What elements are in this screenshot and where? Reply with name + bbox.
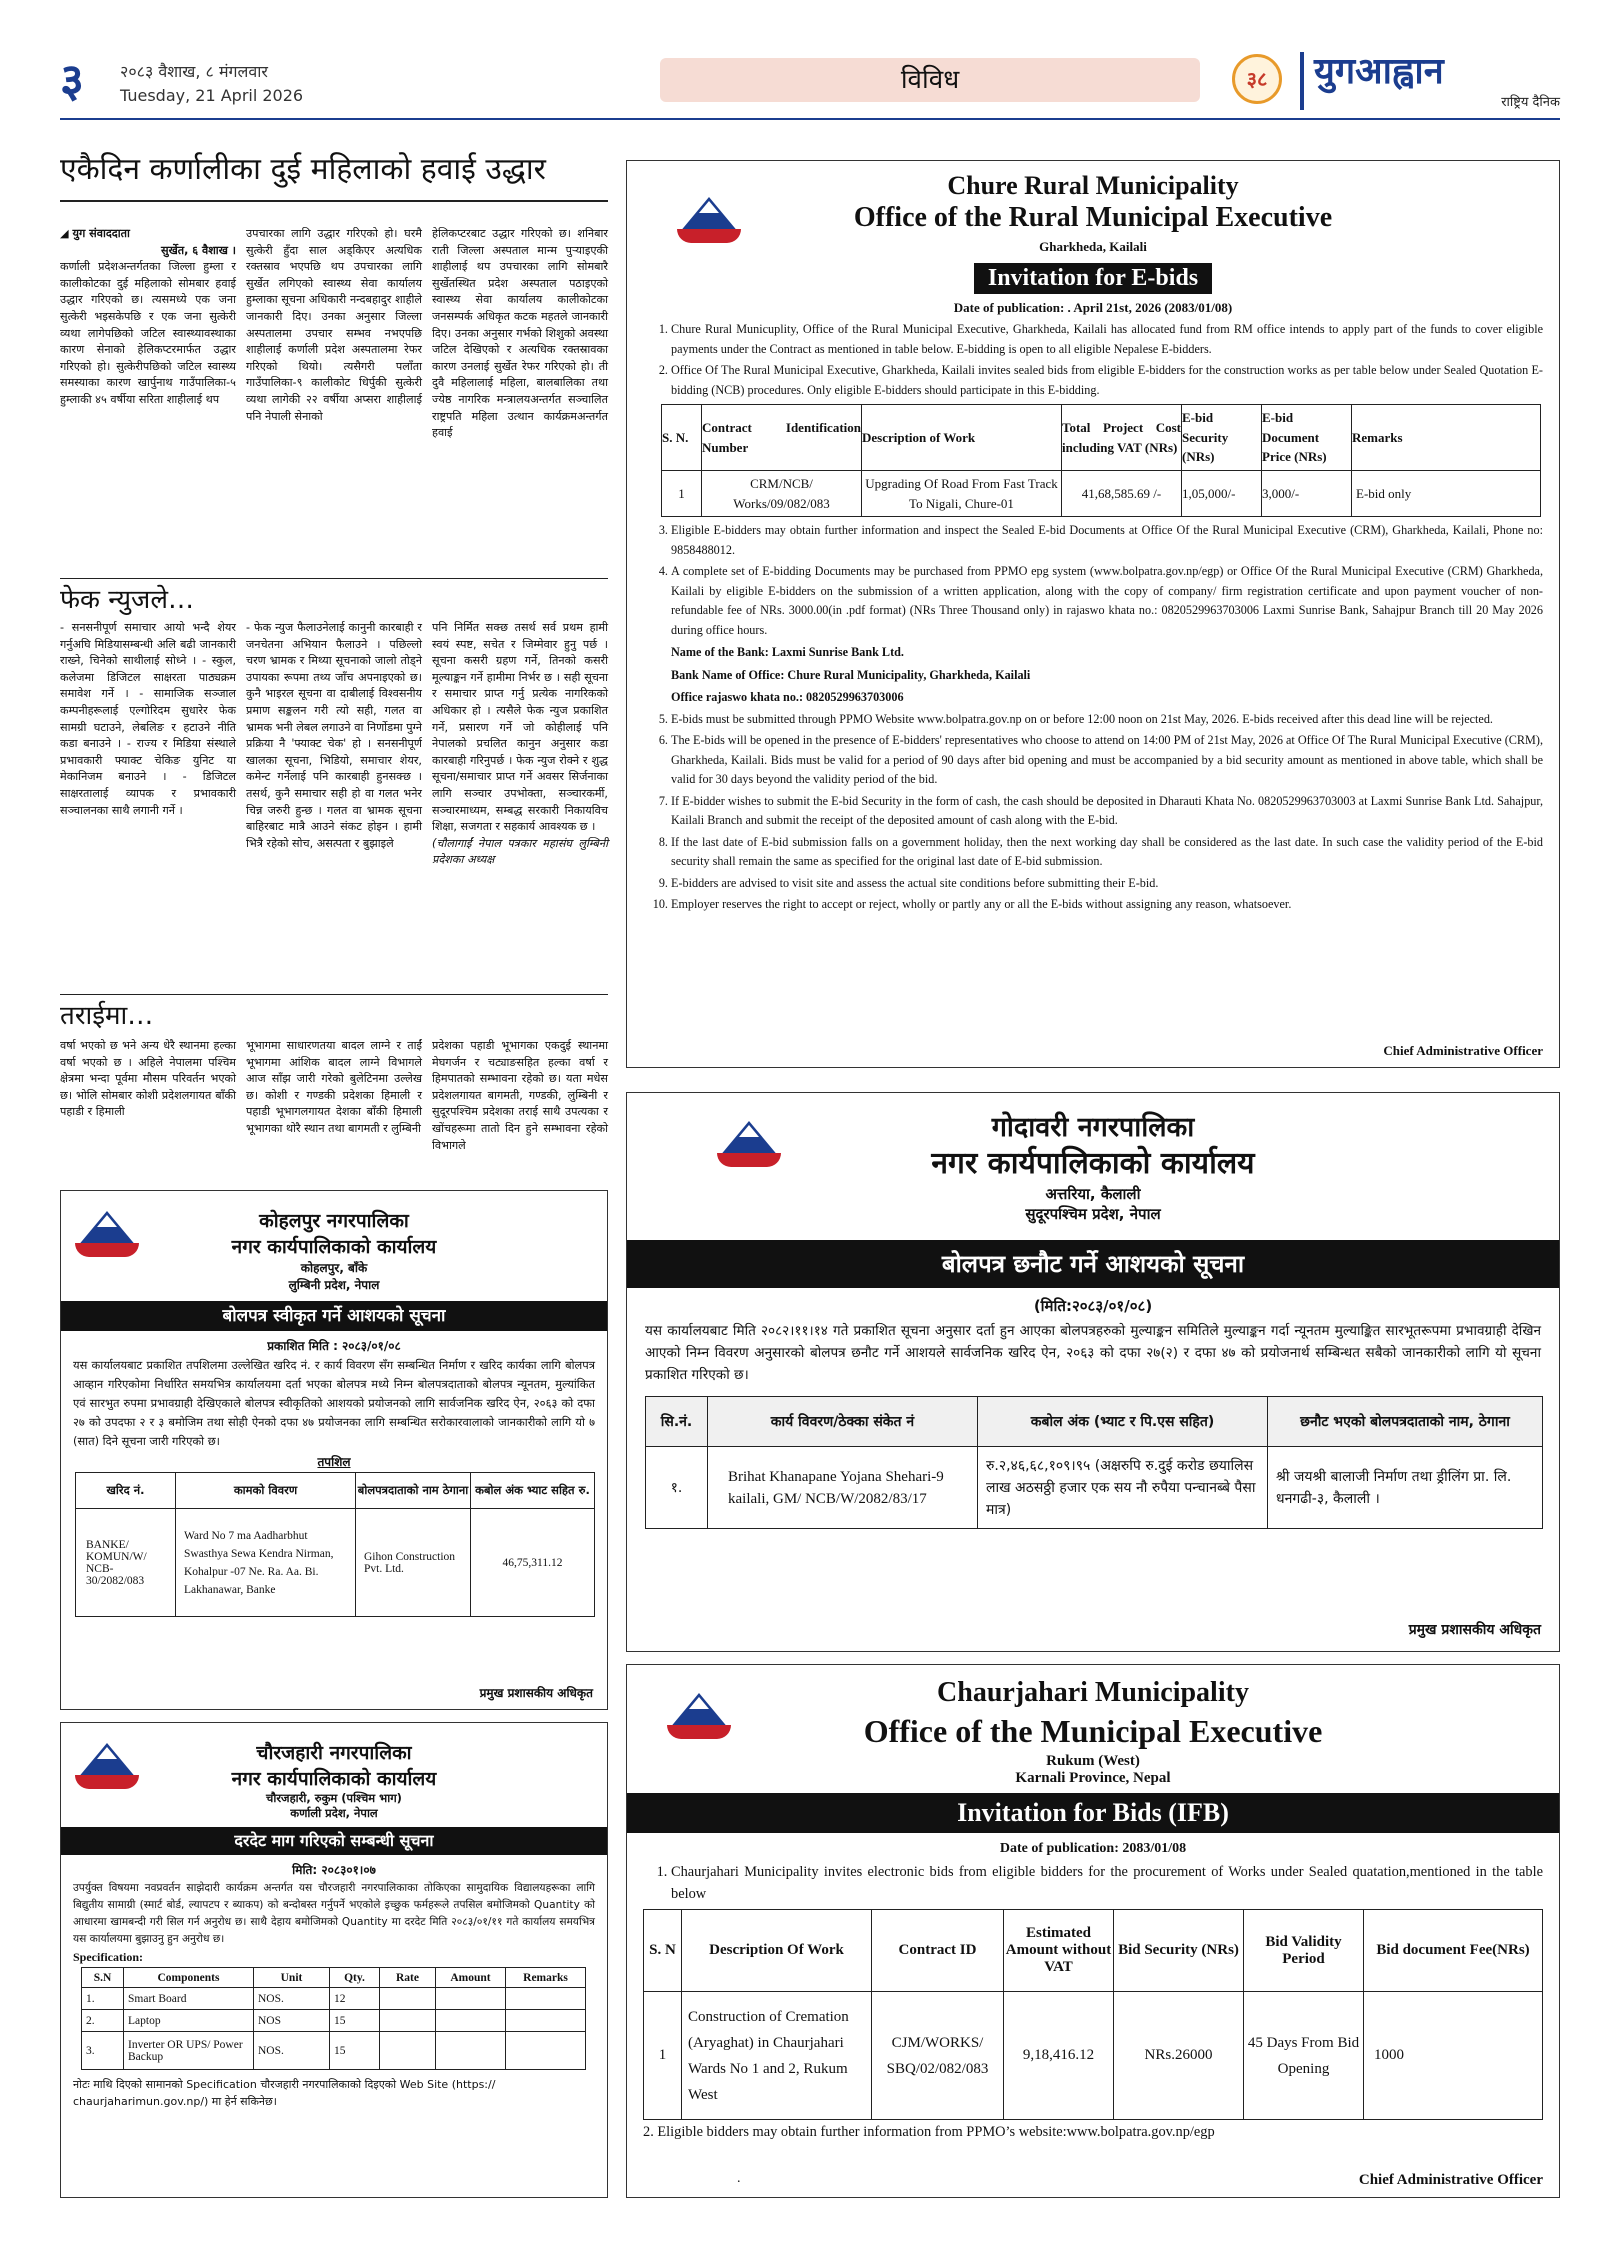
page-number: ३ bbox=[60, 53, 84, 107]
chure-item-9: 9. E-bidders are advised to visit site and assess the actual site conditions before submitting their E-bid. bbox=[671, 874, 1543, 894]
chure-item-7: 7. If E-bidder wishes to submit the E-bid Security in the form of cash, the cash should be deposited in Dharauti Khata No. 0820529963703003 at Laxmi Sunrise Bank Ltd. Sahajpur, Kailali Branch and submit the receipt of the deposited amount of cash along with the E-bid. bbox=[671, 792, 1543, 831]
table-cell: 3,000/- bbox=[1262, 471, 1352, 517]
chaurjahari-en-table bbox=[643, 1909, 1543, 2120]
section-tab bbox=[660, 58, 1200, 102]
chure-bank-khata: Office rajaswo khata no.: 0820529963703006 bbox=[671, 690, 904, 704]
col-header: Unit bbox=[254, 1968, 330, 1988]
godawari-title1: गोदावरी नगरपालिका bbox=[991, 1112, 1195, 1143]
table-header-row bbox=[646, 1397, 1543, 1447]
table-row bbox=[646, 1447, 1543, 1529]
table-cell: श्री जयश्री बालाजी निर्माण तथा ड्रीलिंग प्रा. लि. धनगढी-३, कैलाली । bbox=[1268, 1447, 1543, 1529]
chure-item-4-text: A complete set of E-bidding Documents may be purchased from PPMO epg system (www.bolpatra.gov.np/egp) or Office Of the Rural Municipal Executive (CRM) Gharkheda, Kailali by eligible E-bidders on the submission of a written application, along with the copy of company/ firm registration certificate and upon payment voucher of non-refundable fee of NRs. 3000.00(in .pdf format) (NRs Three Thousand only) in rajaswo khata no.: 0820529963703006 Laxmi Sunrise Bank, Sahajpur Branch till 20 May 2026 during office hours. bbox=[671, 564, 1543, 637]
masthead-name: युगआह्वान bbox=[1314, 51, 1444, 92]
news1-body bbox=[60, 226, 608, 442]
col-header: Qty. bbox=[330, 1968, 380, 1988]
table-cell: Smart Board bbox=[124, 1988, 254, 2010]
news3-body bbox=[60, 1038, 608, 1154]
col-header: सि.नं. bbox=[646, 1397, 708, 1447]
col-header: S. N bbox=[644, 1910, 682, 1992]
chaurjahari-np-location2: कर्णाली प्रदेश, नेपाल bbox=[290, 1806, 378, 1820]
chure-item-5: 5. E-bids must be submitted through PPMO Website www.bolpatra.gov.np on or before 12:00 noon on 21st May, 2026. E-bids received after this dead line will be rejected. bbox=[671, 710, 1543, 730]
chaurjahari-en-banner: Invitation for Bids (IFB) bbox=[627, 1793, 1559, 1833]
table-cell: 1000 bbox=[1364, 1992, 1543, 2120]
chaurjahari-en-location2: Karnali Province, Nepal bbox=[1015, 1770, 1171, 1786]
table-cell: Construction of Cremation (Aryaghat) in Chaurjahari Wards No 1 and 2, Rukum West bbox=[682, 1992, 872, 2120]
chaurjahari-en-items bbox=[649, 1857, 1559, 1905]
chaurjahari-np-title1: चौरजहारी नगरपालिका bbox=[256, 1742, 412, 1764]
table-cell: Brihat Khanapane Yojana Shehari-9 kailali, GM/ NCB/W/2082/83/17 bbox=[708, 1447, 978, 1529]
godawari-title2: नगर कार्यपालिकाको कार्यालय bbox=[931, 1146, 1255, 1181]
col-header: Rate bbox=[380, 1968, 436, 1988]
col-header: कार्य विवरण/ठेक्का संकेत नं bbox=[708, 1397, 978, 1447]
news1-headline: एकैदिन कर्णालीका दुई महिलाको हवाई उद्धार bbox=[60, 152, 546, 187]
col-header: Bid document Fee(NRs) bbox=[1364, 1910, 1543, 1992]
kohalpur-tapsil: तपशिल bbox=[317, 1455, 351, 1469]
col-header: Estimated Amount without VAT bbox=[1004, 1910, 1114, 1992]
table-cell: 15 bbox=[330, 2032, 380, 2070]
page-header bbox=[60, 52, 1560, 120]
table-header-row bbox=[662, 405, 1541, 471]
chure-notice bbox=[626, 160, 1560, 1068]
col-header: Bid Validity Period bbox=[1244, 1910, 1364, 1992]
chure-table bbox=[661, 404, 1541, 517]
news1-col2: उपचारका लागि उद्धार गरिएको हो। घरमै सुत्केरी हुँदा साल अड्किएर अत्यधिक रक्तस्राव भएपछि थप उपचारका लागि सुर्खेत लगिएको स्वास्थ्य सेवा कार्यालय हुम्लाका सूचना अधिकारी नन्दबहादुर शाहीले जानकारी दिए। उनका अनुसार जिल्ला अस्पतालमा उपचार सम्भव नभएपछि शाहीलाई कर्णाली प्रदेश अस्पतालमा रेफर गरिएको थियो। त्यसैगरी पलाँता गाउँपालिका-९ कालीकोट धिर्पुकी सुत्केरी व्यथा लागेकी २२ वर्षीया अप्सरा शाहीलाई पनि नेपाली सेनाको bbox=[246, 227, 422, 423]
table-row bbox=[662, 471, 1541, 517]
godawari-table bbox=[645, 1396, 1543, 1529]
nepal-emblem-icon bbox=[667, 1687, 731, 1745]
col-header: Total Project Cost including VAT (NRs) bbox=[1062, 405, 1182, 471]
table-cell: CJM/WORKS/ SBQ/02/082/083 bbox=[872, 1992, 1004, 2120]
news1-col3: हेलिकप्टरबाट उद्धार गरिएको छ। शनिबार राती जिल्ला अस्पताल मान्म पुऱ्याइएकी शाहीलाई थप उपचारका लागि सोमबारै सुर्खेतस्थित प्रदेश अस्पताल पठाइएको स्वास्थ्य सेवा कार्यालय कालीकोटका जनसम्पर्क अधिकृत कटक महतले जानकारी दिए। उनका अनुसार गर्भको शिशुको अवस्था जटिल देखिएको र अत्यधिक रक्तस्रावका कारण उनलाई सुर्खेत रेफर गरिएको हो। ती दुवै महिलालाई महिला, बालबालिका तथा ज्येष्ठ नागरिक मन्त्रालयअन्तर्गत सञ्चालित राष्ट्रपति महिला उत्थान कार्यक्रमअन्तर्गत हवाई bbox=[432, 227, 608, 440]
table-cell bbox=[380, 2010, 436, 2032]
news1-col1-text: कर्णाली प्रदेशअन्तर्गतका जिल्ला हुम्ला र कालीकोटका दुई महिलाको सोमबार हवाई उद्धार गरिएको छ। त्यसमध्ये एक जना सुत्केरी भइसकेपछि र एक जना सुत्केरी व्यथा लागेपछिको जटिल स्वास्थ्यावस्थाका कारण सेनाको हेलिकप्टरमार्फत उद्धार गरिएको हो। सुत्केरीपछिको जटिल स्वास्थ्य समस्याका कारण खार्पुनाथ गाउँपालिका-५ हुम्लाकी ४५ वर्षीया सरिता शाहीलाई थप bbox=[60, 260, 236, 406]
table-cell: Inverter OR UPS/ Power Backup bbox=[124, 2032, 254, 2070]
col-header: S. N. bbox=[662, 405, 702, 471]
table-cell: 46,75,311.12 bbox=[471, 1509, 595, 1617]
table-row bbox=[82, 2010, 586, 2032]
kohalpur-location1: कोहलपुर, बाँके bbox=[300, 1261, 368, 1275]
table-cell bbox=[506, 1988, 586, 2010]
chure-item-3: 3. Eligible E-bidders may obtain further information and inspect the Sealed E-bid Documents at Office Of the Rural Municipal Executive (CRM), Gharkheda, Kailali, Phone no: 9858488012. bbox=[671, 521, 1543, 560]
chure-bank-office: Bank Name of Office: Chure Rural Municipality, Gharkheda, Kailali bbox=[671, 667, 1031, 682]
table-header-row bbox=[644, 1910, 1543, 1992]
chure-item-10: 10. Employer reserves the right to accept or reject, wholly or partly any or all the E-bids without assigning any reason, whatsoever. bbox=[671, 895, 1543, 915]
chaurjahari-en-pub-date: Date of publication: 2083/01/08 bbox=[999, 1841, 1187, 1856]
col-header: खरिद नं. bbox=[76, 1473, 176, 1509]
table-cell bbox=[436, 1988, 506, 2010]
chaurjahari-np-note: नोटः माथि दिएको सामानको Specification चौरजहारी नगरपालिकाको दिइएको Web Site (https:// chaurjaharimun.gov.np/) मा हेर्न सकिनेछ। bbox=[73, 2078, 496, 2108]
table-cell bbox=[436, 2032, 506, 2070]
chure-item-2 bbox=[662, 361, 1543, 517]
col-header: Remarks bbox=[1352, 405, 1541, 471]
table-cell bbox=[380, 2032, 436, 2070]
chaurjahari-en-signature: Chief Administrative Officer bbox=[1358, 2172, 1543, 2188]
table-cell: Gihon Construction Pvt. Ltd. bbox=[356, 1509, 471, 1617]
table-cell: 2. bbox=[82, 2010, 124, 2032]
news1-dateline: सुर्खेत, ६ वैशाख । bbox=[161, 243, 236, 257]
table-cell bbox=[436, 2010, 506, 2032]
news3-headline: तराईमा… bbox=[60, 1001, 154, 1031]
masthead bbox=[1300, 52, 1560, 110]
chaurjahari-en-title1: Chaurjahari Municipality bbox=[937, 1677, 1249, 1708]
godawari-banner: बोलपत्र छनौट गर्ने आशयको सूचना bbox=[627, 1240, 1559, 1288]
table-cell bbox=[380, 1988, 436, 2010]
table-cell: Ward No 7 ma Aadharbhut Swasthya Sewa Kendra Nirman, Kohalpur -07 Ne. Ra. Aa. Bi. Lakhanawar, Banke bbox=[176, 1509, 356, 1617]
news2-col2: - फेक न्युज फैलाउनेलाई कानुनी कारबाही र जनचेतना अभियान फैलाउने । पछिल्लो चरण भ्रामक र मिथ्या सूचनाको जालो तोड्ने उपायका रूपमा तथ्य जाँच अपनाइएको छ। कुनै भाइरल सूचना वा दाबीलाई विश्वसनीय प्रमाण सङ्कलन गरी त्यो सही, गलत वा भ्रामक भनी लेबल लगाउने वा निर्णोडमा पुग्ने प्रक्रिया नै 'फ्याक्ट चेक' हो । सनसनीपूर्ण खालका सूचना, भिडियो, समाचार शेयर, कमेन्ट गर्नेलाई पनि कारबाही हुनसक्छ । तसर्थ, कुनै समाचार सही हो वा गलत भनेर चिन्न जरुरी हुन्छ । गलत वा भ्रामक सूचना बाहिरबाट मात्रै आउने संकट होइन । हामी भित्रै रहेको सोच, असत्पता र बुझाइले bbox=[246, 621, 422, 850]
news2-signoff: (चौलागाईं नेपाल पत्रकार महासंघ लुम्बिनी प्रदेशका अध्यक्ष bbox=[432, 836, 608, 867]
news1-divider bbox=[60, 200, 608, 202]
chure-banner: Invitation for E-bids bbox=[974, 263, 1212, 294]
chaurjahari-np-location1: चौरजहारी, रुकुम (पश्चिम भाग) bbox=[266, 1791, 402, 1805]
anniversary-logo-icon bbox=[1232, 54, 1282, 104]
date-english: Tuesday, 21 April 2026 bbox=[120, 86, 304, 105]
chaurjahari-np-table bbox=[81, 1967, 586, 2070]
table-cell bbox=[506, 2032, 586, 2070]
chure-location: Gharkheda, Kailali bbox=[1039, 239, 1147, 254]
news3-col3: प्रदेशका पहाडी भूभागका एकदुई स्थानमा मेघगर्जन र चट्याङसहित हल्का वर्षा र हिमपातको सम्भावना रहेको छ। यता मधेस प्रदेशलगायत बागमती, गण्डकी, लुम्बिनी र सुदूरपश्चिम प्रदेशका तराई साथै उपत्यका र खोंचहरूमा तातो दिन हुने सम्भावना रहेको विभागले bbox=[432, 1039, 608, 1152]
table-cell: BANKE/ KOMUN/W/ NCB- 30/2082/083 bbox=[76, 1509, 176, 1617]
table-cell: 41,68,585.69 /- bbox=[1062, 471, 1182, 517]
col-header: कामको विवरण bbox=[176, 1473, 356, 1509]
table-cell: NRs.26000 bbox=[1114, 1992, 1244, 2120]
col-header: Remarks bbox=[506, 1968, 586, 1988]
table-cell: १. bbox=[646, 1447, 708, 1529]
col-header: Bid Security (NRs) bbox=[1114, 1910, 1244, 1992]
chaurjahari-en-item-1: 1. Chaurjahari Municipality invites electronic bids from eligible bidders for the procurement of Works under Sealed quatation,mentioned in the table below bbox=[671, 1861, 1543, 1905]
col-header: Description of Work bbox=[862, 405, 1062, 471]
table-cell: Upgrading Of Road From Fast Track To Nigali, Chure-01 bbox=[862, 471, 1062, 517]
news2-body bbox=[60, 620, 608, 869]
chure-items bbox=[649, 316, 1559, 915]
table-cell: 1 bbox=[662, 471, 702, 517]
chure-item-2-text: Office Of The Rural Municipal Executive, Gharkheda, Kailali invites sealed bids from eligible E-bidders for the construction works as per table below under Sealed Quotation E-bidding (NCB) procedures. Only eligible E-bidders should participate in this E-bidding. bbox=[671, 363, 1543, 397]
masthead-tagline: राष्ट्रिय दैनिक bbox=[1501, 95, 1560, 110]
issue-dates bbox=[120, 60, 303, 105]
news3-col2: भूभागमा साधारणतया बादल लाग्ने र ताईं भूभागमा आंशिक बादल लाग्ने विभागले आज साँझ जारी गरेको बुलेटिनमा उल्लेख छ। कोशी र गण्डकी प्रदेशका हिमाली र पहाडी भूभागलगायत देशका बाँकी हिमाली भूभागका थोरै स्थान तथा बागमती र लुम्बिनी bbox=[246, 1039, 422, 1135]
col-header: E-bid Document Price (NRs) bbox=[1262, 405, 1352, 471]
col-header: S.N bbox=[82, 1968, 124, 1988]
col-header: Contract Identification Number bbox=[702, 405, 862, 471]
news3-col1: वर्षा भएको छ भने अन्य धेरै स्थानमा हल्का वर्षा भएको छ । अहिले नेपालमा पश्चिम क्षेत्रमा भन्दा पूर्वमा मौसम परिवर्तन भएको छ। भोलि सोमबार कोशी प्रदेशलगायत बाँकी पहाडी र हिमाली bbox=[60, 1039, 236, 1119]
col-header: Components bbox=[124, 1968, 254, 1988]
news2-col3 bbox=[432, 620, 608, 869]
table-cell: 12 bbox=[330, 1988, 380, 2010]
anniversary-number: ३८ bbox=[1246, 67, 1268, 91]
table-cell: 15 bbox=[330, 2010, 380, 2032]
godawari-location2: सुदूरपश्चिम प्रदेश, नेपाल bbox=[1025, 1205, 1161, 1223]
table-row bbox=[76, 1509, 595, 1617]
section-title: विविध bbox=[900, 65, 960, 95]
table-cell: E-bid only bbox=[1352, 471, 1541, 517]
chure-title1: Chure Rural Municipality bbox=[947, 171, 1239, 200]
chure-bank-name: Name of the Bank: Laxmi Sunrise Bank Ltd. bbox=[671, 645, 904, 659]
table-cell: NOS. bbox=[254, 1988, 330, 2010]
col-header: Contract ID bbox=[872, 1910, 1004, 1992]
news2-headline: फेक न्युजले… bbox=[60, 585, 194, 615]
chaurjahari-en-item-2: 2. Eligible bidders may obtain further information from PPMO’s website:www.bolpatra.gov.np/egp bbox=[643, 2124, 1215, 2140]
table-cell: 1. bbox=[82, 1988, 124, 2010]
godawari-notice bbox=[626, 1092, 1560, 1652]
kohalpur-location2: लुम्बिनी प्रदेश, नेपाल bbox=[288, 1278, 380, 1292]
nepal-emblem-icon bbox=[717, 1115, 781, 1173]
chure-signature: Chief Administrative Officer bbox=[1383, 1043, 1543, 1058]
table-cell: 1 bbox=[644, 1992, 682, 2120]
chure-item-6: 6. The E-bids will be opened in the presence of E-bidders' representatives who choose to attend on 14:00 PM of 21st May, 2026 at Office Of The Rural Municipal Executive (CRM), Gharkheda, Kailali. Bids must be valid for a period of 90 days after bid opening and must be accompanied by a bid security amount as mentioned in above table, which shall be valid for 30 days beyond the validity period of the bid. bbox=[671, 731, 1543, 790]
table-cell: 3. bbox=[82, 2032, 124, 2070]
kohalpur-signature: प्रमुख प्रशासकीय अधिकृत bbox=[479, 1686, 593, 1700]
nepal-emblem-icon bbox=[75, 1737, 139, 1795]
col-header: कबोल अंक भ्याट सहित रु. bbox=[471, 1473, 595, 1509]
chaurjahari-np-spec-label: Specification: bbox=[73, 1950, 143, 1964]
news2-col1: - सनसनीपूर्ण समाचार आयो भन्दै शेयर गर्नुअघि मिडियासम्बन्धी अलि बढी जानकारी राख्ने, चिनेको साथीलाई सोध्ने । - स्कुल, कलेजमा डिजिटल साक्षरता पाठ्यक्रम समावेश गर्ने । - सामाजिक सञ्जाल कम्पनीहरूलाई एल्गोरिदम सुधारेर फेक सामग्री घटाउने, लेबलिङ र हटाउने नीति कडा बनाउने । - राज्य र मिडिया संस्थाले प्रभावकारी फ्याक्ट चेकिङ युनिट या मेकानिजम बनाउने । - डिजिटल साक्षरतालाई व्यापक र प्रभावकारी सञ्चालनका साथै लगानी गर्ने । bbox=[60, 621, 236, 817]
godawari-pub-date: (मिति:२०८३/०१/०८) bbox=[1033, 1297, 1153, 1315]
chaurjahari-np-title2: नगर कार्यपालिकाको कार्यालय bbox=[231, 1768, 437, 1790]
kohalpur-title2: नगर कार्यपालिकाको कार्यालय bbox=[231, 1236, 437, 1258]
table-cell: 9,18,416.12 bbox=[1004, 1992, 1114, 2120]
godawari-location1: अत्तरिया, कैलाली bbox=[1045, 1185, 1141, 1203]
chaurjahari-np-notice bbox=[60, 1722, 608, 2198]
news3-divider bbox=[60, 994, 608, 995]
godawari-signature: प्रमुख प्रशासकीय अधिकृत bbox=[1408, 1622, 1541, 1638]
table-row bbox=[82, 2032, 586, 2070]
kohalpur-banner: बोलपत्र स्वीकृत गर्ने आशयको सूचना bbox=[61, 1301, 607, 1331]
news1-byline: ◢ युग संवाददाता bbox=[60, 227, 130, 240]
table-cell: CRM/NCB/ Works/09/082/083 bbox=[702, 471, 862, 517]
chaurjahari-np-pub-date: मिति: २०८३०१।०७ bbox=[292, 1863, 376, 1877]
table-cell: रु.२,४६,६८,१०९।९५ (अक्षरुपि रु.दुई करोड छयालिस लाख अठसठ्ठी हजार एक सय नौ रुपैया पन्चानब्बे पैसा मात्र) bbox=[978, 1447, 1268, 1529]
table-row bbox=[82, 1988, 586, 2010]
chaurjahari-en-notice bbox=[626, 1664, 1560, 2198]
col-header: छनौट भएको बोलपत्रदाताको नाम, ठेगाना bbox=[1268, 1397, 1543, 1447]
table-cell bbox=[506, 2010, 586, 2032]
col-header: Amount bbox=[436, 1968, 506, 1988]
chure-item-4 bbox=[671, 562, 1543, 708]
kohalpur-notice bbox=[60, 1190, 608, 1710]
chure-item-8: 8. If the last date of E-bid submission falls on a government holiday, then the next working day shall be considered as the last date. In such case the validity period of the E-bid security shall remain the same as specified for the original last date of E-bid submission. bbox=[671, 833, 1543, 872]
kohalpur-pub-date: प्रकाशित मिति : २०८३/०१/०८ bbox=[267, 1339, 401, 1353]
chure-banner-wrap bbox=[627, 263, 1559, 294]
chure-item-1: 1. Chure Rural Municuplity, Office of the Rural Municipal Executive, Gharkheda, Kailali has allocated fund from RM office intends to apply part of the funds to cover eligible payments under the Contract as mentioned in table below. E-bidding is open to all eligible Nepalese E-bidders. bbox=[671, 320, 1543, 359]
chure-pub-date: Date of publication: . April 21st, 2026 (2083/01/08) bbox=[953, 300, 1233, 315]
chaurjahari-np-banner: दरदेट माग गरिएको सम्बन्धी सूचना bbox=[61, 1827, 607, 1855]
col-header: बोलपत्रदाताको नाम ठेगाना bbox=[356, 1473, 471, 1509]
news2-divider bbox=[60, 578, 608, 579]
byline-text: युग संवाददाता bbox=[72, 227, 130, 240]
news2-col3-text: पनि निर्मित सक्छ तसर्थ सर्व प्रथम हामी स्वयं स्पष्ट, सचेत र जिम्मेवार हुनु पर्छ । सूचना कसरी ग्रहण गर्ने, तिनको कसरी मूल्याङ्कन गर्ने हामीमा निर्भर छ । सही सूचना र समाचार प्राप्त गर्नु प्रत्येक नागरिकको अधिकार हो । त्यसैले फेक न्युज प्रकाशित गर्ने, प्रसारण गर्ने जो कोहीलाई पनि नेपालको प्रचलित कानुन अनुसार कडा कारबाही गरिनुपर्छ । फेक न्युज रोक्ने र शुद्ध सूचना/समाचार प्राप्त गर्ने अवसर सिर्जनाका लागि सञ्चार उपभोक्ता, सञ्चारकर्मी, सञ्चारमाध्यम, सम्बद्ध सरकारी निकायविच शिक्षा, सजगता र सहकार्य आवश्यक छ । bbox=[432, 621, 608, 834]
kohalpur-title1: कोहलपुर नगरपालिका bbox=[259, 1210, 409, 1232]
col-header: Description Of Work bbox=[682, 1910, 872, 1992]
kohalpur-body: यस कार्यालयबाट प्रकाशित तपशिलमा उल्लेखित खरिद नं. र कार्य विवरण सँग सम्बन्धित निर्माण र खरिद कार्यका लागि बोलपत्र आव्हान गरिएकोमा निर्धारित समयभित्र कार्यालयमा दर्ता भएका बोलपत्र मध्ये निम्न बोलपत्रदाताको बोलपत्र न्यूनतम, मुल्यांकित एवं सारभुत रुपमा प्रभावग्राही देखिएकाले बोलपत्र स्वीकृतिको आशयको प्रयोजनको लागि सार्वजनिक खरिद ऐन, २०६३ को दफा २७ को उपदफा २ र ३ बमोजिम तथा सोही ऐनको दफा ४७ प्रयोजनका लागि सम्बन्धित सरोकारवालाको जानकारीको लागि यो ७ (सात) दिने सूचना जारी गरिएको छ। bbox=[73, 1358, 595, 1448]
chaurjahari-en-dot: . bbox=[737, 2171, 741, 2186]
kohalpur-table bbox=[75, 1472, 595, 1617]
table-cell: Laptop bbox=[124, 2010, 254, 2032]
news1-col1 bbox=[60, 226, 236, 442]
col-header: E-bid Security (NRs) bbox=[1182, 405, 1262, 471]
chaurjahari-en-location1: Rukum (West) bbox=[1046, 1753, 1140, 1769]
col-header: कबोल अंक (भ्याट र पि.एस सहित) bbox=[978, 1397, 1268, 1447]
table-cell: 1,05,000/- bbox=[1182, 471, 1262, 517]
date-nepali: २०८३ वैशाख, ८ मंगलवार bbox=[120, 62, 268, 81]
header-divider bbox=[60, 118, 1560, 120]
table-cell: NOS bbox=[254, 2010, 330, 2032]
chaurjahari-np-body: उपर्युक्त विषयमा नवप्रवर्तन साझेदारी कार्यक्रम अन्तर्गत यस चौरजहारी नगरपालिकाका तोकिएका सामुदायिक विद्यालयहरूका लागि बिद्युतीय सामाग्री (स्मार्ट बोर्ड, ल्यापटप र ब्याकप) को बन्दोबस्त गर्नुपर्ने भएकोले इच्छुक फर्महरूले तपसिल बमोजिमको Quantity को आधारमा खामबन्दी गरी सिल गर्न अनुरोध छ। साथै देहाय बमोजिमको Quantity मा दरदेट मिति २०८३/०१/११ गते कार्यालय समयभित्र यस कार्यालयमा बुझाउनु हुन अनुरोध छ। bbox=[73, 1882, 595, 1945]
table-cell: 45 Days From Bid Opening bbox=[1244, 1992, 1364, 2120]
chaurjahari-en-title2: Office of the Municipal Executive bbox=[863, 1713, 1323, 1749]
table-header-row bbox=[82, 1968, 586, 1988]
nepal-emblem-icon bbox=[75, 1205, 139, 1263]
godawari-body: यस कार्यालयबाट मिति २०८२।११।१४ गते प्रकाशित सूचना अनुसार दर्ता हुन आएका बोलपत्रहरुको मुल्याङ्कन समितिले मुल्याङ्कन गर्दा न्यूनतम मुल्याङ्कित सारभूतरूपमा प्रभावग्राही देखिन आएको निम्न विवरण अनुसारको बोलपत्र छनौट गर्ने आशयले सार्वजनिक खरिद ऐन, २०६३ को दफा २७(२) र दफा ४७ को प्रयोजनार्थ सम्बिन्धत सबैको जानकारीको लागि यो सूचना प्रकाशित गरिएको छ। bbox=[645, 1323, 1541, 1383]
chure-title2: Office of the Rural Municipal Executive bbox=[853, 202, 1333, 233]
table-header-row bbox=[76, 1473, 595, 1509]
table-cell: NOS. bbox=[254, 2032, 330, 2070]
nepal-emblem-icon bbox=[677, 191, 741, 249]
table-row bbox=[644, 1992, 1543, 2120]
